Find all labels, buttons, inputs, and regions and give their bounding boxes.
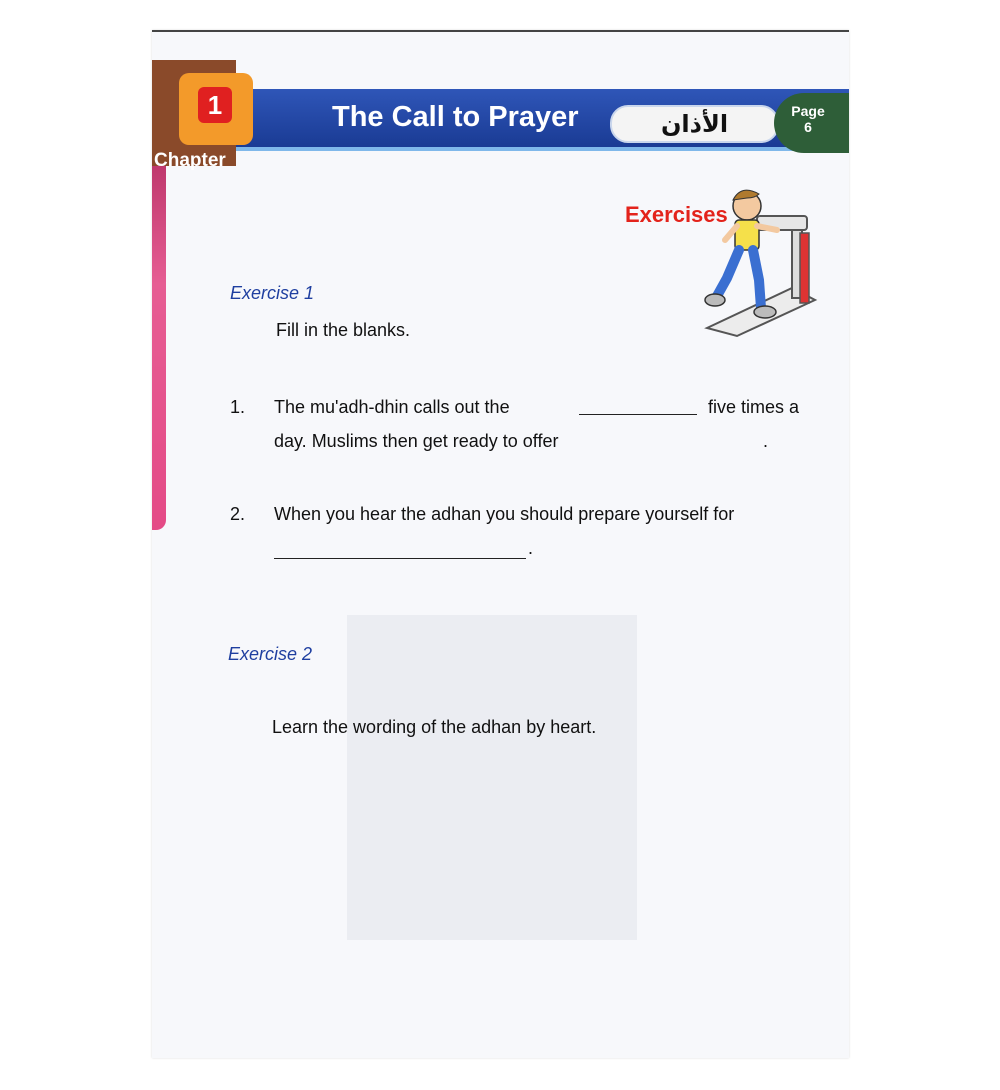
question-1-number: 1. bbox=[230, 397, 246, 417]
question-1-end: . bbox=[763, 431, 769, 451]
page-top-edge bbox=[152, 30, 849, 32]
exercises-title: Exercises bbox=[625, 202, 728, 227]
page-tab bbox=[774, 93, 849, 153]
question-1-line2: day. Muslims then get ready to offer bbox=[274, 431, 559, 451]
question-2-blank[interactable] bbox=[274, 540, 526, 559]
page-number: 6 bbox=[804, 119, 812, 135]
question-1-blank-1[interactable] bbox=[579, 396, 697, 415]
chapter-box bbox=[152, 60, 236, 171]
chapter-number: 1 bbox=[198, 87, 232, 123]
exercise-1-heading: Exercise 1 bbox=[230, 283, 315, 303]
show-through-figure bbox=[347, 615, 637, 940]
book-page bbox=[152, 30, 849, 1058]
question-1-part2: five times a bbox=[708, 397, 800, 417]
question-1-blank-2[interactable] bbox=[612, 431, 762, 450]
question-1-part1: The mu'adh-dhin calls out the bbox=[274, 397, 510, 417]
page-label: Page bbox=[791, 103, 825, 119]
exercise-1-instruction: Fill in the blanks. bbox=[276, 320, 411, 340]
question-2-text: When you hear the adhan you should prepare yourself for bbox=[274, 504, 735, 524]
exercise-2-heading: Exercise 2 bbox=[228, 644, 313, 664]
side-band-pink bbox=[152, 120, 166, 530]
chapter-label: Chapter bbox=[154, 150, 226, 171]
chapter-title: The Call to Prayer bbox=[332, 101, 579, 133]
exercise-2-instruction: Learn the wording of the adhan by heart. bbox=[272, 717, 597, 737]
chapter-number-box bbox=[179, 73, 253, 145]
question-2-end: . bbox=[528, 538, 534, 558]
question-2-number-label: 2. bbox=[230, 504, 246, 524]
boy-on-treadmill-illustration bbox=[697, 178, 827, 338]
arabic-title: الأذان bbox=[610, 105, 779, 143]
